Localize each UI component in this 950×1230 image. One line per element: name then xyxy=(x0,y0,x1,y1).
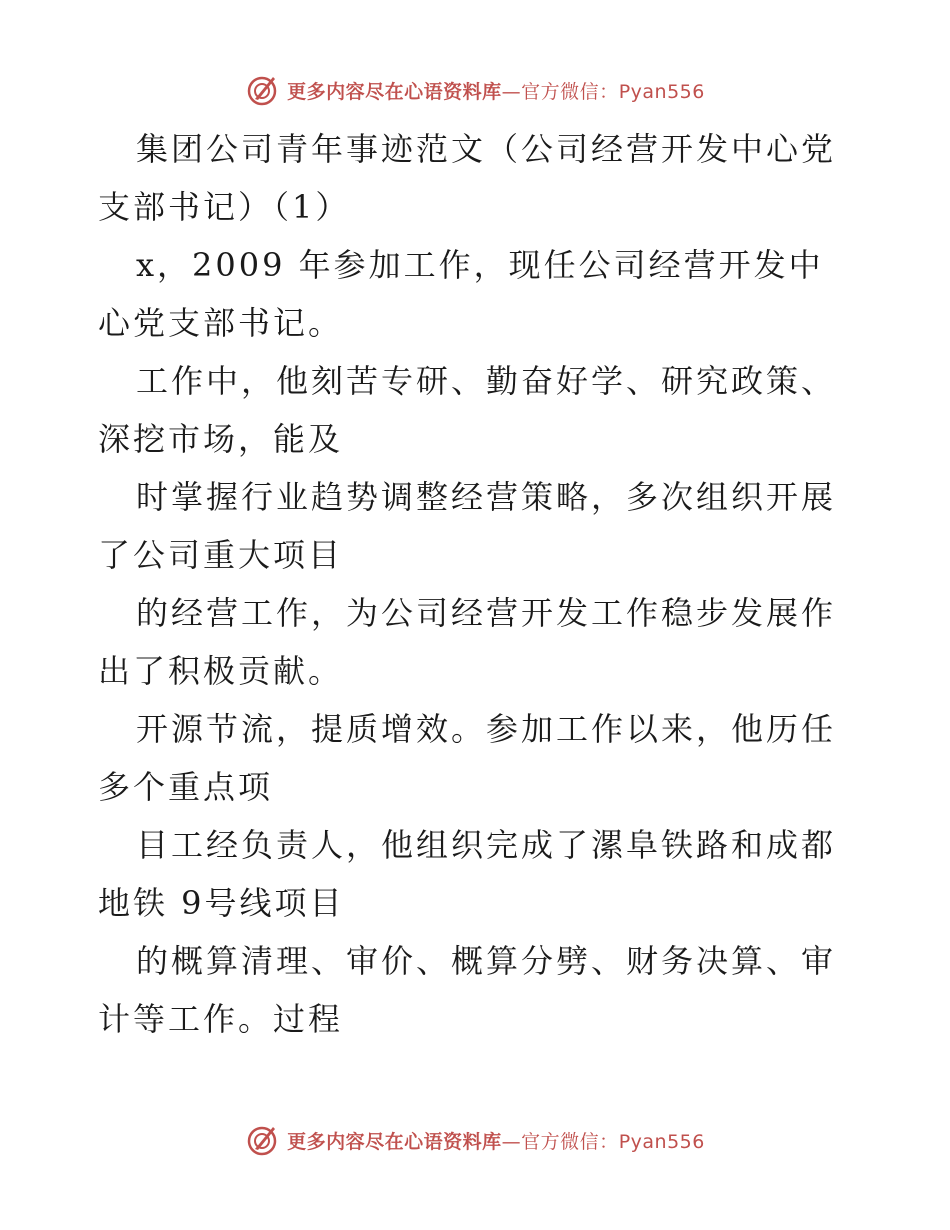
footer-banner-handle: Pyan556 xyxy=(618,1130,705,1153)
document-body xyxy=(98,120,853,1048)
header-banner xyxy=(0,70,950,110)
footer-banner-separator: — xyxy=(501,1130,522,1153)
paragraph: 时掌握行业趋势调整经营策略，多次组织开展了公司重大项目 xyxy=(98,478,837,574)
paragraph: x，2009 年参加工作，现任公司经营开发中心党支部书记。 xyxy=(98,246,824,342)
red-quill-circle-icon xyxy=(245,73,279,107)
header-banner-handle: Pyan556 xyxy=(618,80,705,103)
footer-banner-label: 官方微信： xyxy=(521,1130,619,1153)
paragraph: 的经营工作，为公司经营开发工作稳步发展作出了积极贡献。 xyxy=(98,594,837,690)
paragraph: 工作中，他刻苦专研、勤奋好学、研究政策、深挖市场，能及 xyxy=(98,362,837,458)
header-banner-brand: 更多内容尽在心语资料库 xyxy=(287,80,502,103)
document-title: 集团公司青年事迹范文（公司经营开发中心党支部书记）（1） xyxy=(98,130,837,226)
paragraph: 目工经负责人，他组织完成了漯阜铁路和成都地铁 9号线项目 xyxy=(98,826,837,922)
header-banner-separator: — xyxy=(501,80,522,103)
paragraph: 的概算清理、审价、概算分劈、财务决算、审计等工作。过程 xyxy=(98,942,837,1038)
footer-banner xyxy=(0,1120,950,1160)
header-banner-label: 官方微信： xyxy=(521,80,619,103)
footer-banner-brand: 更多内容尽在心语资料库 xyxy=(287,1130,502,1153)
footer-banner-text xyxy=(287,1127,705,1154)
header-banner-text xyxy=(287,77,705,104)
paragraph: 开源节流，提质增效。参加工作以来，他历任多个重点项 xyxy=(98,710,837,806)
red-quill-circle-icon xyxy=(245,1123,279,1157)
